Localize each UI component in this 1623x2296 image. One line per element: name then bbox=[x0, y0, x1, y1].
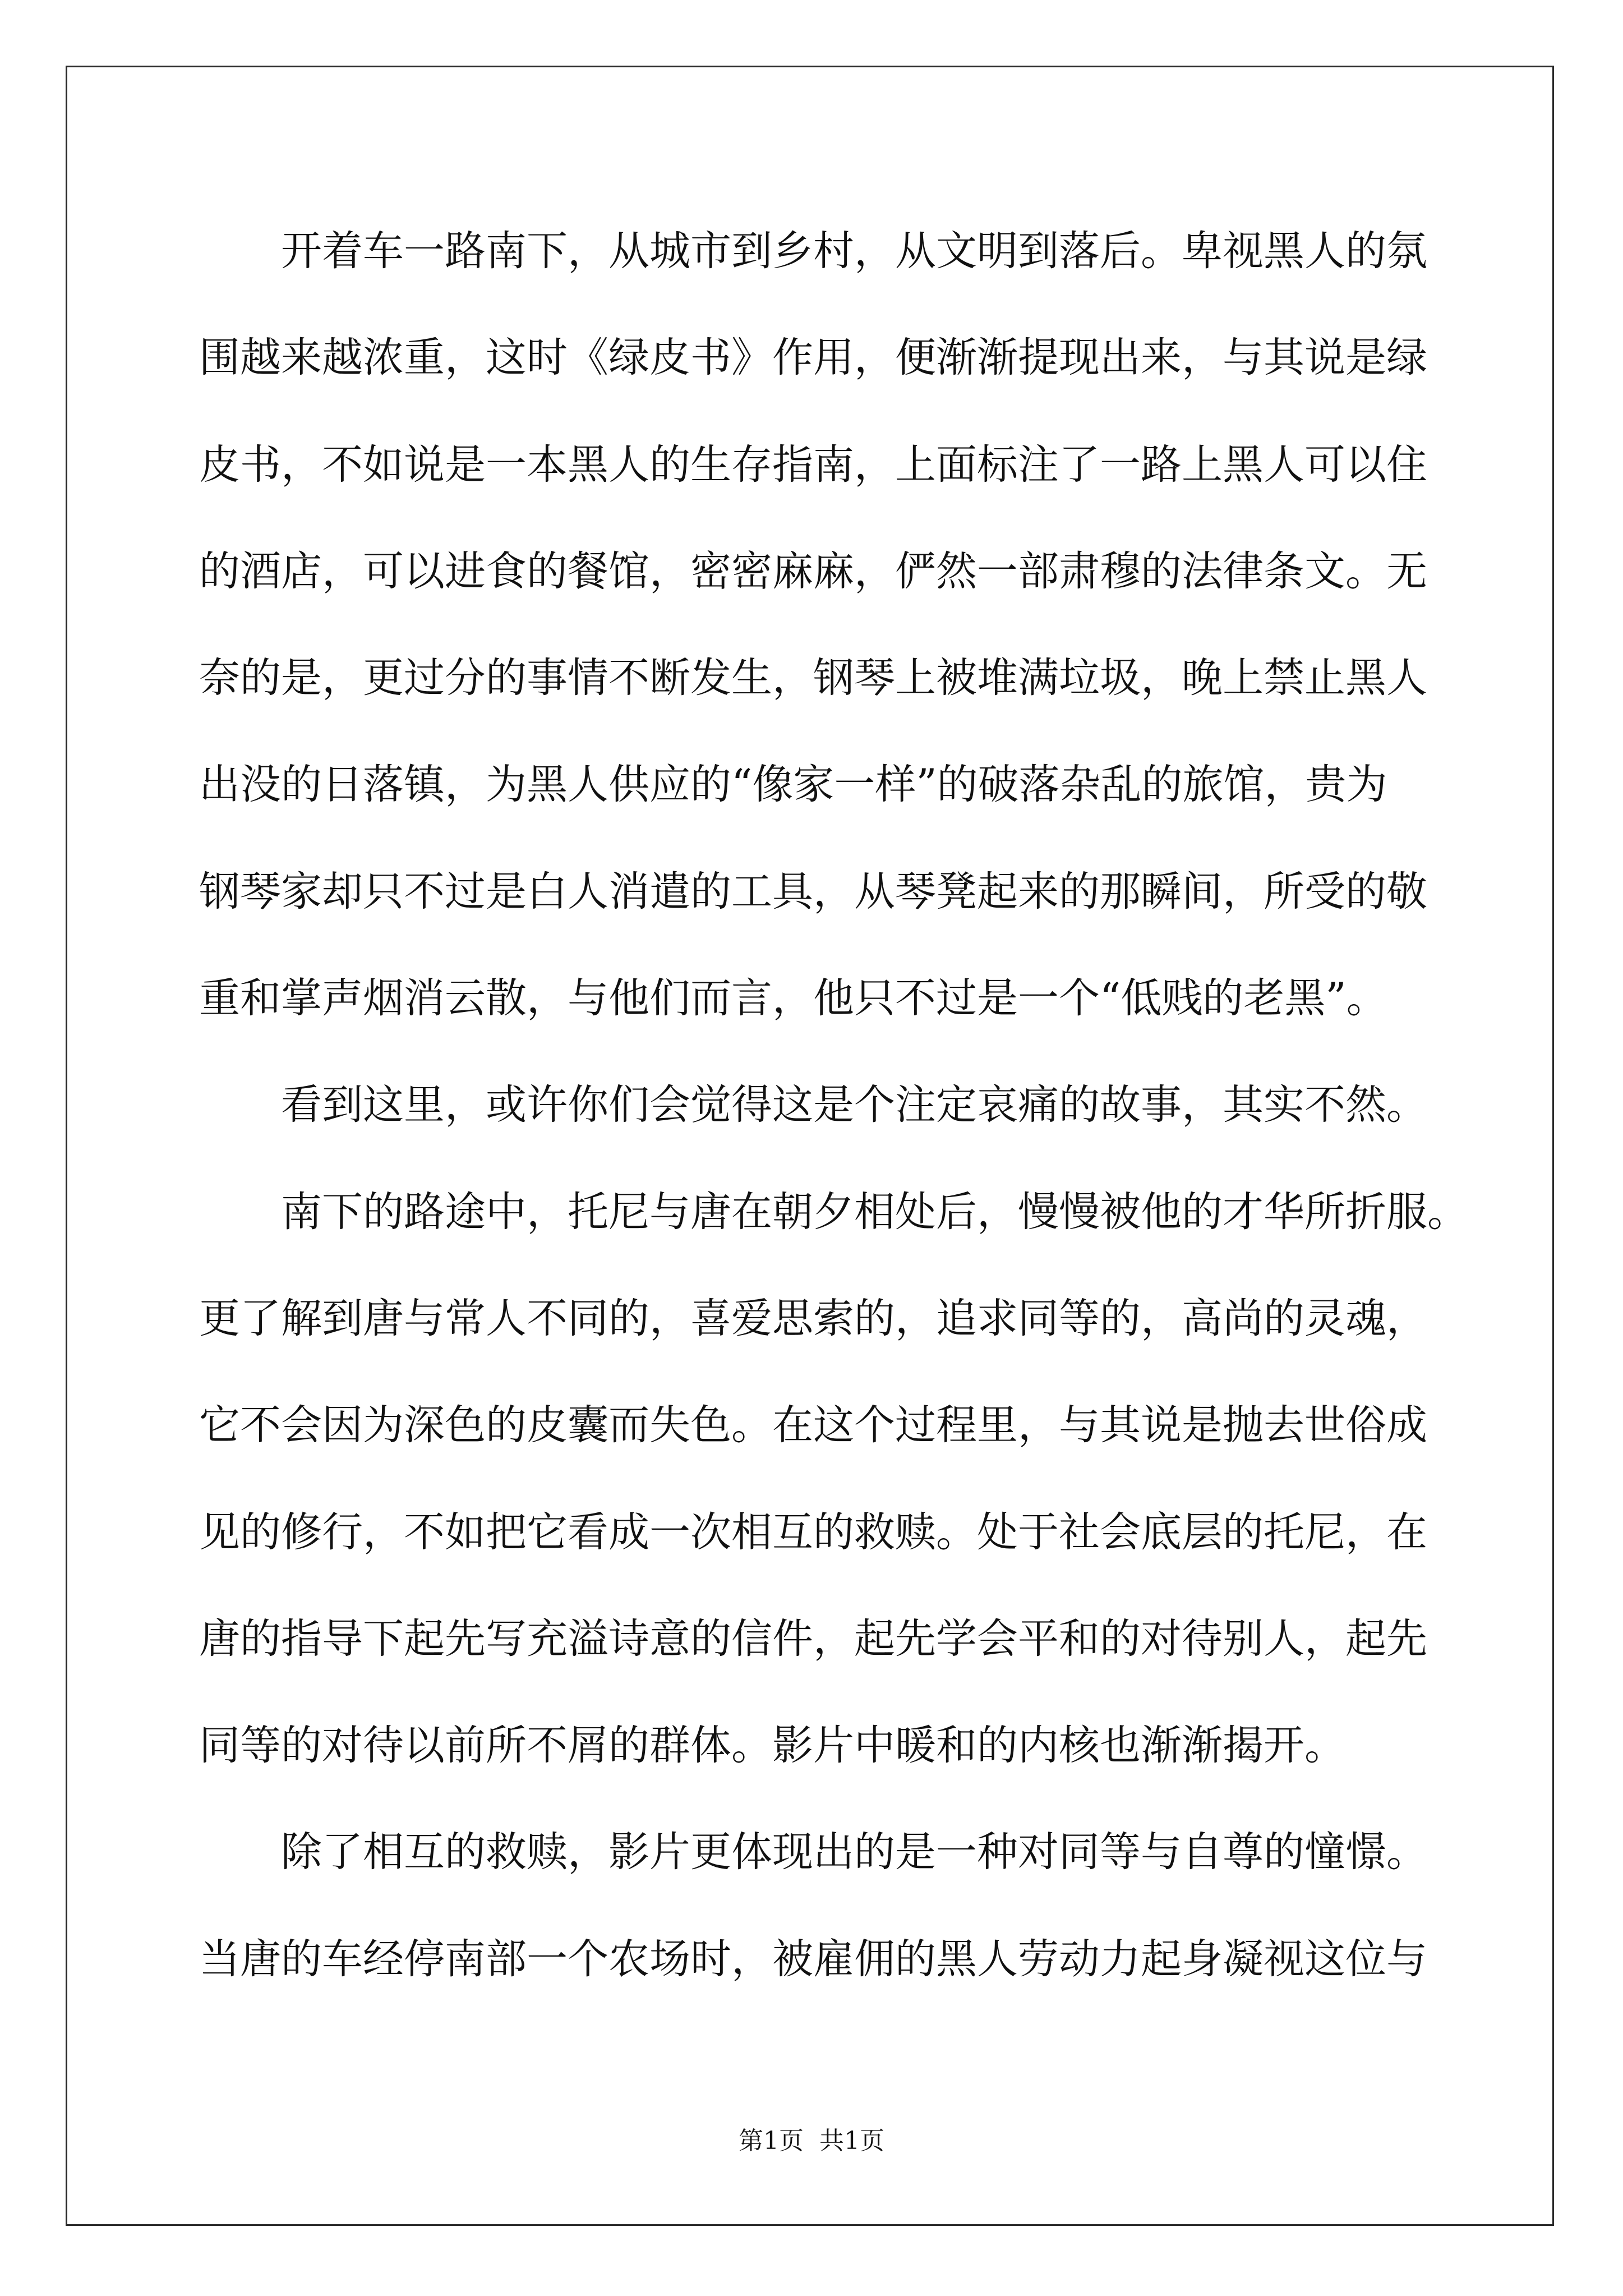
text-line: 出没的日落镇，为黑人供应的“像家一样”的破落杂乱的旅馆，贵为 bbox=[199, 761, 1387, 809]
text-line: 见的修行，不如把它看成一次相互的救赎。处于社会底层的托尼，在 bbox=[199, 1508, 1427, 1556]
text-line: 唐的指导下起先写充溢诗意的信件，起先学会平和的对待别人，起先 bbox=[199, 1614, 1427, 1663]
text-line: 更了解到唐与常人不同的，喜爱思索的，追求同等的，高尚的灵魂， bbox=[199, 1294, 1427, 1342]
text-line: 看到这里，或许你们会觉得这是个注定哀痛的故事，其实不然。 bbox=[281, 1081, 1427, 1129]
text-line: 皮书，不如说是一本黑人的生存指南，上面标注了一路上黑人可以住 bbox=[199, 440, 1427, 489]
paragraph bbox=[199, 1799, 1506, 2013]
text-line: 的酒店，可以进食的餐馆，密密麻麻，俨然一部肃穆的法律条文。无 bbox=[199, 547, 1427, 595]
text-line: 南下的路途中，托尼与唐在朝夕相处后，慢慢被他的才华所折服。 bbox=[281, 1188, 1468, 1236]
page-footer: 第1页 共1页 bbox=[739, 2127, 884, 2155]
text-line: 它不会因为深色的皮囊而失色。在这个过程里，与其说是抛去世俗成 bbox=[199, 1401, 1427, 1450]
text-line: 开着车一路南下，从城市到乡村，从文明到落后。卑视黑人的氛 bbox=[281, 227, 1427, 275]
text-line: 同等的对待以前所不屑的群体。影片中暖和的内核也渐渐揭开。 bbox=[199, 1722, 1345, 1770]
text-line: 重和掌声烟消云散，与他们而言，他只不过是一个“低贱的老黑”。 bbox=[199, 974, 1387, 1023]
text-line: 当唐的车经停南部一个农场时，被雇佣的黑人劳动力起身凝视这位与 bbox=[199, 1935, 1427, 1983]
document-body bbox=[199, 198, 1506, 2013]
text-line: 除了相互的救赎，影片更体现出的是一种对同等与自尊的憧憬。 bbox=[281, 1828, 1427, 1876]
paragraph bbox=[199, 1052, 1506, 1158]
paragraph bbox=[199, 198, 1506, 1052]
text-line: 钢琴家却只不过是白人消遣的工具，从琴凳起来的那瞬间，所受的敬 bbox=[199, 867, 1427, 915]
text-line: 奈的是，更过分的事情不断发生，钢琴上被堆满垃圾，晚上禁止黑人 bbox=[199, 654, 1427, 702]
text-line: 围越来越浓重，这时《绿皮书》作用，便渐渐提现出来，与其说是绿 bbox=[199, 334, 1427, 382]
paragraph bbox=[199, 1159, 1506, 1800]
